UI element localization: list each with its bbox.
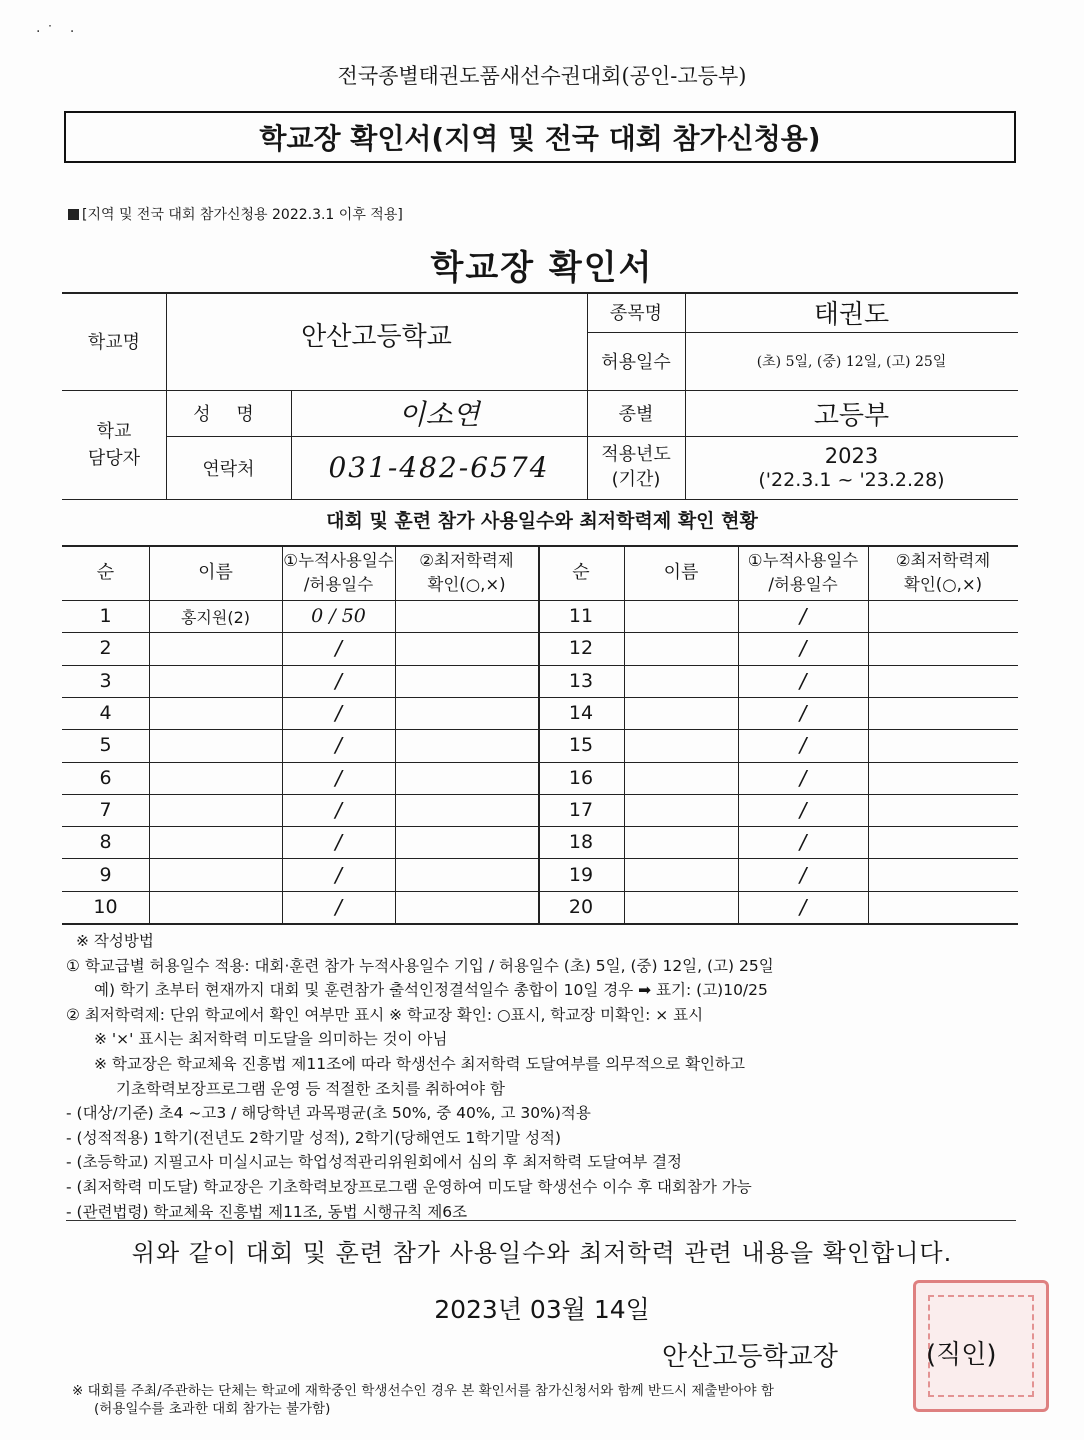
confirmation-date: 2023년 03월 14일	[434, 1295, 650, 1324]
note-line: - (초등학교) 지필고사 미실시교는 학업성적관리위원회에서 심의 후 최저학력 도달여부 결정	[66, 1153, 683, 1172]
table-cell-days: /	[799, 668, 807, 693]
table-cell-days: /	[335, 701, 342, 726]
table-cell-check	[395, 632, 538, 664]
table-cell-days: /	[799, 830, 807, 855]
participants-table	[62, 545, 1018, 923]
table-cell-no: 10	[93, 895, 118, 918]
table-cell-name: 홍지원(2)	[180, 607, 251, 627]
table-cell-days: /	[799, 636, 807, 661]
notes	[66, 929, 1016, 1224]
year-cell	[685, 436, 1018, 499]
note-line: - (대상/기준) 초4 ~고3 / 해당학년 과목평균(초 50%, 중 40%, 고 30%)적용	[66, 1104, 591, 1123]
table-cell-days: /	[799, 604, 807, 629]
event-title: 전국종별태권도품새선수권대회(공인-고등부)	[337, 64, 747, 88]
table-cell-no: 3	[99, 669, 112, 692]
table-cell-name	[624, 697, 738, 729]
table-cell-no: 19	[568, 863, 594, 886]
event-label: 종목명	[609, 303, 663, 324]
table-cell-check	[395, 794, 538, 826]
info-table	[62, 290, 1018, 500]
table-cell-days: /	[335, 733, 342, 758]
col-header-name: 이름	[198, 561, 233, 583]
table-cell-no: 6	[99, 766, 112, 789]
col-header-days: ①누적사용일수 /허용일수	[283, 551, 394, 594]
table-cell-no: 14	[568, 702, 594, 725]
table-cell-days: /	[335, 636, 342, 661]
table-cell-no: 8	[99, 831, 112, 854]
table-cell-name	[624, 729, 738, 761]
event-value: 태권도	[813, 299, 890, 330]
table-cell-days: 0 / 50	[311, 605, 366, 628]
table-cell-no: 20	[568, 895, 594, 918]
table-cell-name	[624, 891, 738, 923]
table-cell-days: /	[799, 797, 807, 822]
table-cell-no: 12	[568, 637, 594, 660]
table-cell-no: 4	[99, 702, 112, 725]
footer-note	[72, 1382, 774, 1418]
table-cell-name	[149, 891, 282, 923]
table-cell-no: 11	[568, 605, 594, 628]
allowed-days-label: 허용일수	[601, 352, 671, 373]
note-line: - (관련법령) 학교체육 진흥법 제11조, 동법 시행규칙 제6조	[66, 1202, 468, 1221]
table-cell-no: 15	[568, 734, 594, 757]
table-cell-check	[868, 794, 1018, 826]
table-cell-check	[868, 697, 1018, 729]
table-cell-no: 5	[99, 734, 112, 757]
table-cell-days: /	[335, 765, 342, 790]
table-cell-days: /	[335, 668, 342, 693]
allowed-days-value: (초) 5일, (중) 12일, (고) 25일	[756, 354, 947, 370]
table-cell-days: /	[799, 894, 807, 919]
table-cell-check	[868, 762, 1018, 794]
table-cell-name	[149, 632, 282, 664]
note-line: - (성적적용) 1학기(전년도 2학기말 성적), 2학기(당해연도 1학기말 성적)	[66, 1128, 562, 1147]
table-cell-days: /	[799, 733, 807, 758]
table-cell-name	[624, 826, 738, 858]
col-header-check: ②최저학력제 확인(○,×)	[895, 551, 991, 594]
table-cell-no: 18	[568, 831, 594, 854]
note-line: ※ '×' 표시는 최저학력 미도달을 의미하는 것이 아님	[94, 1030, 448, 1049]
square-bullet-icon	[68, 209, 79, 220]
table-cell-no: 9	[99, 863, 112, 886]
footer-line: ※ 대회를 주최/주관하는 단체는 학교에 재학중인 학생선수인 경우 본 확인서를 참가신청서와 함께 반드시 제출받아야 함	[72, 1383, 774, 1399]
table-cell-check	[868, 858, 1018, 890]
table-cell-check	[395, 600, 538, 632]
school-name-value: 안산고등학교	[301, 321, 452, 352]
table-cell-days: /	[335, 862, 342, 887]
table-cell-days: /	[799, 765, 807, 790]
table-cell-no: 17	[568, 798, 594, 821]
period-value: ('22.3.1 ~ '23.2.28)	[758, 468, 945, 491]
note-line: - (최저학력 미도달) 학교장은 기초학력보장프로그램 운영하여 미도달 학생선수 이수 후 대회참가 가능	[66, 1177, 752, 1196]
table-cell-no: 16	[568, 766, 594, 789]
table-cell-check	[395, 826, 538, 858]
table-cell-name	[624, 600, 738, 632]
col-header-days: ①누적사용일수 /허용일수	[747, 551, 859, 594]
note-line: 예) 학기 초부터 현재까지 대회 및 훈련참가 출석인정결석일수 총합이 10일 경우 ➡ 표기: (고)10/25	[94, 981, 768, 1000]
table-cell-name	[624, 794, 738, 826]
table-cell-name	[149, 697, 282, 729]
table-cell-days: /	[799, 862, 807, 887]
manager-name-handwritten: 이소연	[398, 398, 480, 431]
table-cell-check	[868, 665, 1018, 697]
table-cell-name	[624, 858, 738, 890]
confirmation-text: 위와 같이 대회 및 훈련 참가 사용일수와 최저학력 관련 내용을 확인합니다.	[131, 1239, 953, 1267]
table-cell-name	[149, 794, 282, 826]
col-header-no: 순	[572, 561, 590, 583]
year-label: 적용년도 (기간)	[601, 444, 671, 490]
col-header-name: 이름	[663, 561, 699, 583]
col-header-check: ②최저학력제 확인(○,×)	[419, 551, 514, 594]
table-cell-days: /	[799, 701, 807, 726]
table-cell-name	[624, 762, 738, 794]
table-cell-check	[868, 600, 1018, 632]
table-cell-days: /	[335, 894, 342, 919]
note-line: ① 학교급별 허용일수 적용: 대회·훈련 참가 누적사용일수 기입 / 허용일수 (초) 5일, (중) 12일, (고) 25일	[66, 956, 774, 975]
manager-name-label: 성 명	[193, 404, 264, 425]
divider	[66, 1220, 1016, 1221]
table-cell-name	[149, 826, 282, 858]
section-title: 대회 및 훈련 참가 사용일수와 최저학력제 확인 현황	[326, 510, 758, 532]
table-cell-check	[395, 697, 538, 729]
table-cell-no: 7	[99, 798, 112, 821]
table-cell-name	[149, 762, 282, 794]
table-cell-name	[149, 729, 282, 761]
table-cell-no: 1	[99, 605, 112, 628]
manager-label: 학교 담당자	[87, 420, 141, 469]
year-value: 2023	[824, 443, 879, 468]
table-cell-days: /	[335, 830, 342, 855]
scan-speck: ·˙ ·	[36, 24, 81, 40]
table-cell-no: 13	[568, 669, 594, 692]
table-cell-check	[395, 729, 538, 761]
table-cell-check	[395, 665, 538, 697]
table-cell-check	[868, 729, 1018, 761]
division-value: 고등부	[813, 400, 890, 431]
main-title: 학교장 확인서	[430, 248, 654, 288]
footer-line: (허용일수를 초과한 대회 참가는 불가함)	[94, 1401, 331, 1417]
table-cell-name	[624, 665, 738, 697]
contact-handwritten: 031-482-6574	[328, 451, 550, 484]
table-cell-check	[395, 858, 538, 890]
table-cell-check	[395, 891, 538, 923]
signer: 안산고등학교장	[662, 1342, 838, 1372]
contact-label: 연락처	[202, 458, 255, 480]
table-cell-days: /	[335, 797, 342, 822]
seal-label: (직인)	[926, 1340, 997, 1370]
col-header-no: 순	[96, 561, 115, 583]
table-cell-check	[868, 632, 1018, 664]
table-cell-check	[868, 891, 1018, 923]
applied-note-text: [지역 및 전국 대회 참가신청용 2022.3.1 이후 적용]	[82, 207, 403, 223]
applied-note	[68, 204, 403, 224]
note-line: ※ 학교장은 학교체육 진흥법 제11조에 따라 학생선수 최저학력 도달여부를 의무적으로 확인하고	[94, 1054, 745, 1073]
table-cell-check	[868, 826, 1018, 858]
table-cell-check	[395, 762, 538, 794]
school-name-label: 학교명	[87, 332, 141, 353]
table-cell-name	[624, 632, 738, 664]
note-line: ② 최저학력제: 단위 학교에서 확인 여부만 표시 ※ 학교장 확인: ○표시, 학교장 미확인: × 표시	[66, 1005, 704, 1024]
document-title-box: 학교장 확인서(지역 및 전국 대회 참가신청용)	[64, 111, 1016, 163]
table-cell-name	[149, 858, 282, 890]
table-cell-no: 2	[99, 637, 112, 660]
note-line: 기초학력보장프로그램 운영 등 적절한 조치를 취하여야 함	[116, 1079, 505, 1098]
table-cell-name	[149, 665, 282, 697]
division-label: 종별	[618, 404, 654, 425]
note-line: ※ 작성방법	[76, 932, 154, 950]
